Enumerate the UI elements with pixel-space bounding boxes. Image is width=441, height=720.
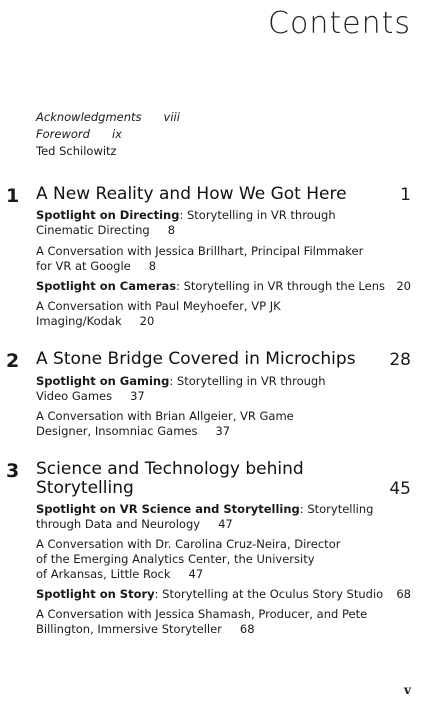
entry-page: 37 <box>215 424 231 438</box>
chapter-title-line: Storytelling <box>36 478 134 498</box>
toc-entry-foreword[interactable] <box>36 126 180 143</box>
entry-text: : Storytelling in VR through <box>169 374 326 388</box>
chapter-page: 1 <box>400 185 411 205</box>
chapter-page: 28 <box>389 350 411 370</box>
entry-text-cont: Designer, Insomniac Games <box>36 424 198 438</box>
entry-text-cont: Video Games <box>36 389 113 403</box>
entry-page: 20 <box>396 279 411 293</box>
chapter-number: 1 <box>6 185 20 207</box>
entry-page: 47 <box>218 517 233 531</box>
entry-page: 8 <box>167 223 176 237</box>
foreword-author: Ted Schilowitz <box>36 144 117 158</box>
entry-bold: Spotlight on Directing <box>36 208 180 222</box>
entry-bold: Spotlight on Story <box>36 587 155 601</box>
toc-entry[interactable] <box>36 299 411 329</box>
chapter-title-line: Science and Technology behind <box>36 459 304 479</box>
chapter-title[interactable] <box>36 460 411 498</box>
toc-entry[interactable] <box>36 607 411 637</box>
entry-page: 37 <box>130 389 145 403</box>
entry-text: : Storytelling in VR through <box>179 208 336 222</box>
entry-text-cont: of Arkansas, Little Rock <box>36 567 171 581</box>
toc-entry[interactable] <box>36 409 411 439</box>
page-folio: v <box>404 683 411 697</box>
toc-entry[interactable] <box>36 374 411 404</box>
entry-bold: Spotlight on Gaming <box>36 374 170 388</box>
toc-entry[interactable] <box>36 537 411 582</box>
toc-entry[interactable] <box>36 502 411 532</box>
entry-text-cont: through Data and Neurology <box>36 517 201 531</box>
entry-page: 20 <box>139 314 155 328</box>
chapter-title[interactable]: A Stone Bridge Covered in Microchips <box>36 349 356 369</box>
toc-entry[interactable] <box>36 244 411 274</box>
entry-page: 68 <box>396 587 411 601</box>
chapter-number: 3 <box>6 460 20 482</box>
entry-page: viii <box>163 110 180 124</box>
page-title: Contents <box>268 6 411 41</box>
toc-entry[interactable] <box>36 208 411 238</box>
entry-text-cont: of the Emerging Analytics Center, the University <box>36 552 315 566</box>
entry-text: : Storytelling in VR through the Lens <box>176 279 385 293</box>
entry-text-cont: for VR at Google <box>36 259 131 273</box>
entry-text: A Conversation with Brian Allgeier, VR Game <box>36 409 294 423</box>
entry-text: A Conversation with Jessica Brillhart, Principal Filmmaker <box>36 244 364 258</box>
entry-label: Acknowledgments <box>36 110 142 124</box>
entry-page: 47 <box>188 567 204 581</box>
entry-bold: Spotlight on VR Science and Storytelling <box>36 502 300 516</box>
entry-page: 68 <box>239 622 255 636</box>
chapter-page: 45 <box>389 479 411 499</box>
toc-entry[interactable] <box>36 587 411 602</box>
chapter-title[interactable]: A New Reality and How We Got Here <box>36 184 347 204</box>
entry-page: 8 <box>148 259 157 273</box>
entry-bold: Spotlight on Cameras <box>36 279 177 293</box>
entry-text: : Storytelling <box>299 502 374 516</box>
entry-text: A Conversation with Paul Meyhoefer, VP JK <box>36 299 281 313</box>
entry-label: Foreword <box>36 127 90 141</box>
entry-text: A Conversation with Jessica Shamash, Producer, and Pete <box>36 607 368 621</box>
chapter-number: 2 <box>6 350 20 372</box>
entry-text: A Conversation with Dr. Carolina Cruz-Neira, Director <box>36 537 341 551</box>
entry-text-cont: Cinematic Directing <box>36 223 150 237</box>
entry-text-cont: Imaging/Kodak <box>36 314 122 328</box>
toc-entry-acknowledgments[interactable] <box>36 109 180 126</box>
entry-text-cont: Billington, Immersive Storyteller <box>36 622 222 636</box>
entry-page: ix <box>111 127 122 141</box>
front-matter <box>36 109 180 160</box>
toc-entry[interactable] <box>36 279 411 294</box>
entry-text: : Storytelling at the Oculus Story Studio <box>154 587 384 601</box>
